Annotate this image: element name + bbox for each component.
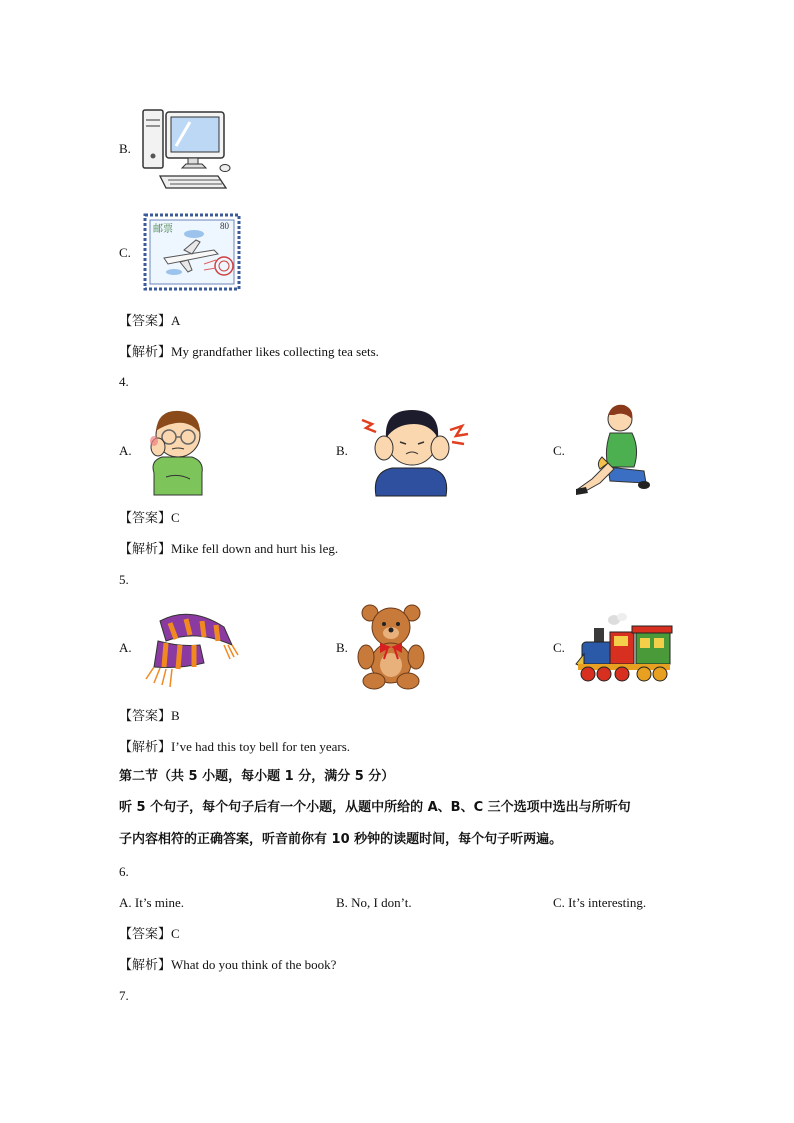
section2-heading: 第二节（共 5 小题，每小题 1 分，满分 5 分） (119, 769, 395, 784)
q5-option-c-label: C. (553, 640, 565, 655)
boy-hurt-leg-image (574, 403, 650, 495)
boy-eye-pain-image (140, 403, 212, 495)
q6-number: 6. (119, 864, 129, 879)
q4-option-a-label: A. (119, 443, 132, 458)
q5-answer: 【答案】B (119, 708, 180, 723)
q3-option-c-label: C. (119, 245, 131, 260)
stamp-value: 80 (220, 221, 229, 231)
section2-instruction-line2: 子内容相符的正确答案，听音前你有 10 秒钟的读题时间，每个句子听两遍。 (119, 832, 563, 847)
section2-instruction-line1: 听 5 个句子，每个句子后有一个小题，从题中所给的 A、B、C 三个选项中选出与所听句 (119, 800, 631, 815)
q6-option-b: B. No, I don’t. (336, 895, 412, 910)
q5-number: 5. (119, 572, 129, 587)
q3-option-b-label: B. (119, 141, 131, 156)
q4-option-c-label: C. (553, 443, 565, 458)
toy-train-image (574, 612, 672, 682)
q5-option-b-label: B. (336, 640, 348, 655)
q3-answer: 【答案】A (119, 313, 181, 328)
q4-number: 4. (119, 374, 129, 389)
boy-headache-image (358, 402, 470, 496)
q7-number: 7. (119, 988, 129, 1003)
q6-option-a: A. It’s mine. (119, 895, 184, 910)
q5-analysis: 【解析】I’ve had this toy bell for ten years. (119, 739, 351, 754)
q4-option-b-label: B. (336, 443, 348, 458)
stamp-image (144, 214, 240, 290)
q4-answer: 【答案】C (119, 510, 180, 525)
q6-answer: 【答案】C (119, 926, 180, 941)
computer-image (140, 106, 232, 192)
q4-analysis: 【解析】Mike fell down and hurt his leg. (119, 541, 339, 556)
q3-analysis: 【解析】My grandfather likes collecting tea sets. (119, 344, 379, 359)
q5-option-a-label: A. (119, 640, 132, 655)
scarf-image (140, 607, 238, 689)
teddy-bear-image (358, 603, 424, 689)
q6-analysis: 【解析】What do you think of the book? (119, 957, 337, 972)
stamp-text: 邮票 (153, 224, 173, 235)
q6-option-c: C. It’s interesting. (553, 895, 647, 910)
